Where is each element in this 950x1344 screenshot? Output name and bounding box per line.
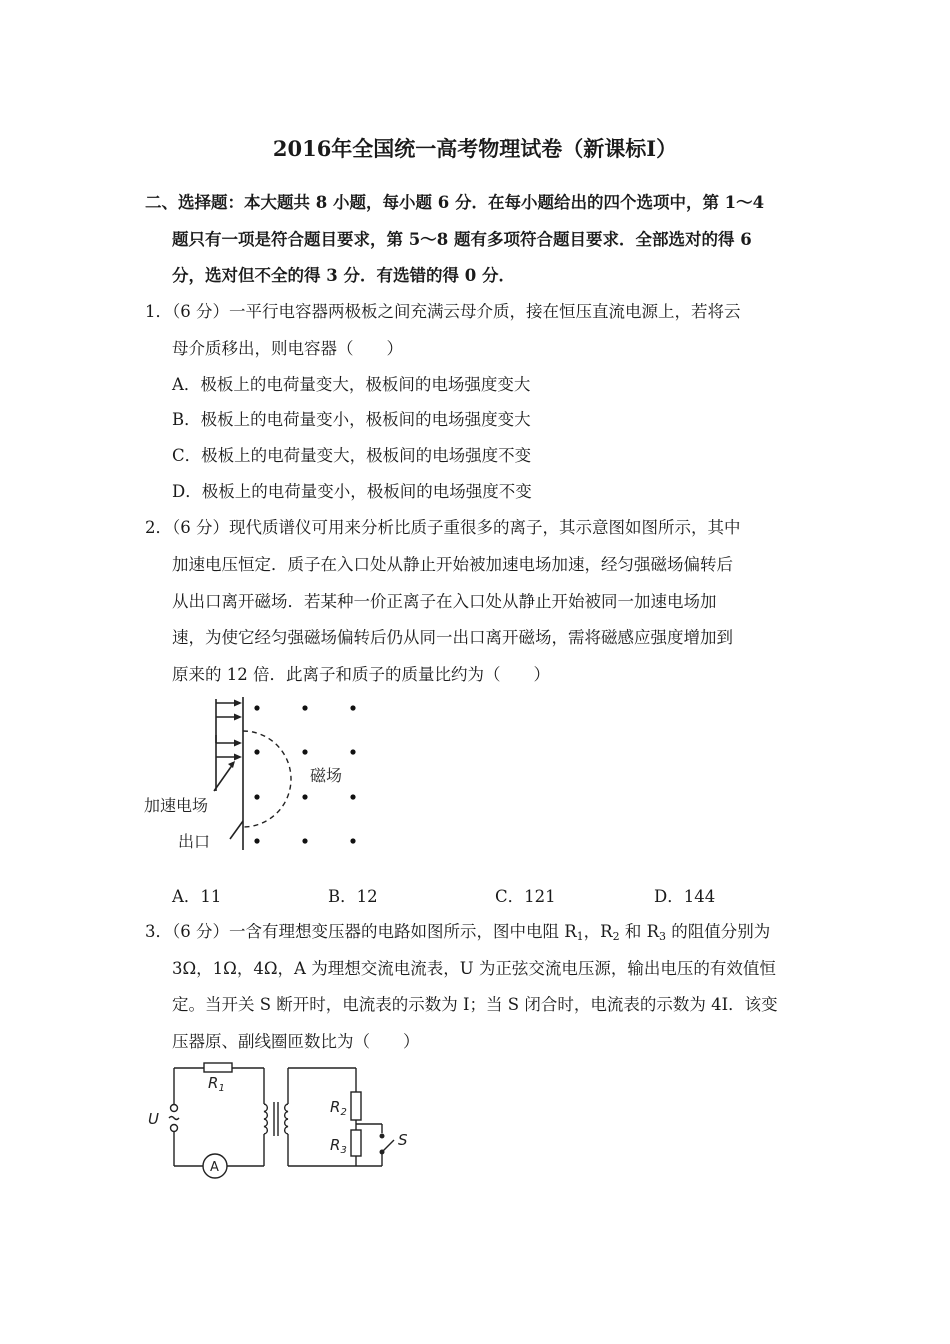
q2-option-b: B．12 (328, 887, 378, 906)
q3-stem-line-3: 定。当开关 S 断开时，电流表的示数为 I；当 S 闭合时，电流表的示数为 4I．该变 (172, 995, 778, 1014)
q3-sub-r1: 1 (576, 930, 584, 943)
label-r2-sub: 2 (340, 1107, 347, 1118)
label-u: U (148, 1110, 159, 1128)
label-exit: 出口 (178, 832, 211, 851)
q1-stem-line-2: 母介质移出，则电容器（ ） (172, 339, 403, 358)
label-magnetic-field: 磁场 (310, 766, 343, 785)
label-s: S (398, 1131, 408, 1149)
q3-sub-r3: 3 (659, 930, 667, 943)
q2-stem-line-3: 从出口离开磁场．若某种一价正离子在入口处从静止开始被同一加速电场加 (172, 592, 717, 611)
q3-transformer-circuit-figure (140, 1060, 420, 1180)
label-r1: R (208, 1074, 219, 1092)
label-accelerating-field: 加速电场 (144, 796, 209, 815)
q3-stem-line-2: 3Ω，1Ω，4Ω，A 为理想交流电流表，U 为正弦交流电压源，输出电压的有效值恒 (172, 959, 776, 978)
q3-line1-text-b: ，R (583, 922, 613, 941)
section-header-line-1: 二、选择题：本大题共 8 小题，每小题 6 分．在每小题给出的四个选项中，第 1～4 (145, 193, 765, 212)
svg-text:R2 (330, 1098, 347, 1118)
svg-text:R3 (330, 1136, 347, 1156)
q2-option-d: D．144 (654, 887, 716, 906)
label-r3: R (330, 1136, 341, 1154)
q2-stem-line-2: 加速电压恒定．质子在入口处从静止开始被加速电场加速，经匀强磁场偏转后 (172, 555, 733, 574)
q3-stem-line-1 (145, 918, 770, 942)
q1-stem-line-1: 1．（6 分）一平行电容器两极板之间充满云母介质，接在恒压直流电源上，若将云 (145, 302, 741, 321)
q2-option-a: A．11 (172, 887, 222, 906)
page-title: 2016年全国统一高考物理试卷（新课标Ⅰ） (272, 136, 678, 161)
q3-line1-text-c: 和 R (619, 922, 660, 941)
q2-stem-line-4: 速，为使它经匀强磁场偏转后仍从同一出口离开磁场，需将磁感应强度增加到 (172, 628, 733, 647)
q1-option-d: D．极板上的电荷量变小，极板间的电场强度不变 (172, 482, 532, 501)
q3-line1-text-d: 的阻值分别为 (666, 922, 771, 941)
q1-option-c: C．极板上的电荷量变大，极板间的电场强度不变 (172, 446, 532, 465)
section-header-line-2: 题只有一项是符合题目要求，第 5～8 题有多项符合题目要求．全部选对的得 6 (172, 230, 752, 249)
q1-option-a: A．极板上的电荷量变大，极板间的电场强度变大 (172, 375, 531, 394)
label-r1-sub: 1 (218, 1083, 225, 1094)
q2-stem-line-5: 原来的 12 倍．此离子和质子的质量比约为（ ） (172, 665, 550, 684)
q3-sub-r2: 2 (612, 930, 620, 943)
label-r3-sub: 3 (340, 1145, 347, 1156)
q3-stem-line-4: 压器原、副线圈匝数比为（ ） (172, 1032, 420, 1051)
q2-option-c: C．121 (495, 887, 556, 906)
label-r2: R (330, 1098, 341, 1116)
q3-line1-text-a: 3．（6 分）一含有理想变压器的电路如图所示，图中电阻 R (145, 922, 577, 941)
q2-stem-line-1: 2．（6 分）现代质谱仪可用来分析比质子重很多的离子，其示意图如图所示，其中 (145, 518, 741, 537)
ammeter-label: A (210, 1160, 219, 1175)
q1-option-b: B．极板上的电荷量变小，极板间的电场强度变大 (172, 410, 531, 429)
section-header-line-3: 分，选对但不全的得 3 分．有选错的得 0 分． (172, 266, 515, 285)
q2-mass-spectrometer-figure (140, 695, 380, 860)
svg-text:R1 (208, 1074, 225, 1094)
